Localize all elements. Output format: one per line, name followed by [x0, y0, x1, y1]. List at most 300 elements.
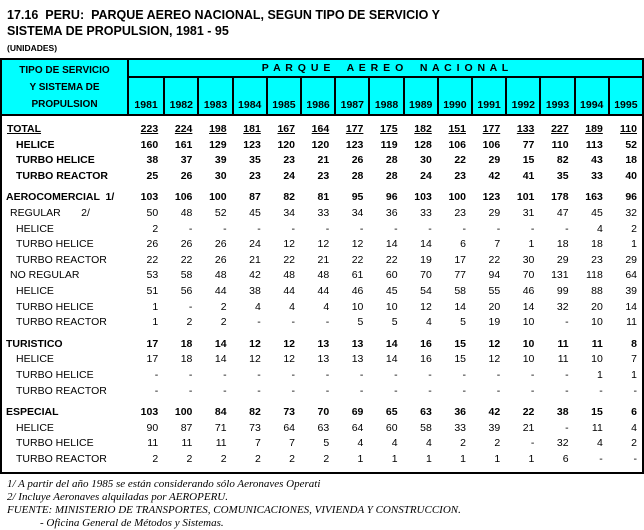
cell-value: 22: [351, 253, 364, 266]
cell-value: 1: [528, 238, 535, 251]
table-row: [2, 368, 642, 384]
table-row: [2, 237, 642, 253]
year-column-header: 1984: [232, 78, 266, 114]
cell-value: 1: [494, 452, 501, 465]
cell-value: -: [359, 368, 364, 381]
cell-value: 20: [591, 300, 603, 313]
cell-value: 14: [214, 353, 227, 366]
cell-value: 58: [420, 421, 432, 434]
cell-value: 22: [146, 253, 159, 266]
cell-value: 129: [209, 138, 227, 151]
cell-value: 24: [420, 169, 432, 182]
cell-value: 12: [249, 353, 261, 366]
year-column-header: 1989: [403, 78, 437, 114]
cell-value: 48: [283, 269, 295, 282]
year-column-header: 1991: [471, 78, 505, 114]
cell-value: 26: [214, 238, 227, 251]
cell-value: 73: [283, 406, 295, 419]
cell-value: -: [565, 368, 569, 381]
cell-value: 1: [596, 368, 603, 381]
cell-value: 14: [385, 353, 398, 366]
cell-value: 4: [357, 437, 364, 450]
footnote-line: - Oficina General de Métodos y Sistemas.: [7, 517, 224, 530]
cell-value: 19: [420, 253, 432, 266]
cell-value: 11: [591, 337, 603, 350]
cell-value: 224: [174, 123, 193, 135]
cell-value: 44: [214, 284, 227, 297]
cell-value: -: [257, 368, 261, 381]
cell-value: -: [394, 384, 398, 397]
cell-value: 14: [454, 300, 466, 313]
row-label: NO REGULAR: [10, 269, 80, 282]
cell-value: 7: [254, 437, 261, 450]
cell-value: 26: [351, 154, 364, 167]
cell-value: 87: [180, 421, 193, 434]
row-label: TOTAL: [7, 123, 42, 135]
cell-value: 5: [357, 316, 364, 329]
cell-value: 77: [454, 269, 466, 282]
cell-value: 36: [454, 406, 466, 419]
year-column-header: 1990: [437, 78, 471, 114]
cell-value: -: [223, 384, 227, 397]
cell-value: 1: [631, 368, 637, 381]
cell-value: 1: [460, 452, 466, 465]
page-title-line1: 17.16 PERU: PARQUE AEREO NACIONAL, SEGUN TIPO DE SERVICIO Y: [7, 8, 440, 22]
table-body: [2, 116, 642, 472]
cell-value: 33: [420, 206, 432, 219]
cell-value: 51: [146, 284, 159, 297]
data-table: [0, 58, 644, 474]
cell-value: 22: [385, 253, 398, 266]
cell-value: 73: [249, 421, 261, 434]
cell-value: 61: [351, 269, 364, 282]
cell-value: 36: [385, 206, 398, 219]
year-column-header: 1985: [266, 78, 300, 114]
cell-value: 95: [351, 191, 364, 204]
table-row: [2, 169, 642, 185]
cell-value: 10: [522, 337, 535, 350]
year-column-header: 1988: [368, 78, 402, 114]
cell-value: 2: [289, 452, 295, 465]
cell-value: 77: [522, 138, 535, 151]
year-column-header: 1994: [574, 78, 608, 114]
cell-value: 30: [420, 154, 432, 167]
cell-value: 161: [174, 138, 193, 151]
cell-value: 47: [556, 206, 569, 219]
cell-value: -: [496, 368, 501, 381]
cell-value: -: [359, 384, 364, 397]
cell-value: 103: [140, 406, 159, 419]
row-label: TURBO HELICE: [16, 154, 95, 167]
title-block: [0, 0, 644, 53]
cell-value: 14: [625, 300, 637, 313]
cell-value: -: [325, 316, 330, 329]
table-row: [2, 190, 642, 206]
cell-value: 113: [585, 138, 603, 151]
year-column-header: 1981: [134, 99, 158, 111]
cell-value: 28: [385, 169, 398, 182]
cell-value: 17: [454, 253, 466, 266]
cell-value: 164: [311, 123, 330, 135]
cell-value: 5: [323, 437, 330, 450]
cell-value: 32: [556, 437, 569, 450]
cell-value: 22: [180, 253, 193, 266]
cell-value: 18: [591, 238, 603, 251]
footnote-line: 1/ A partir del año 1985 se están considerando sólo Aeronaves Operati: [7, 478, 321, 491]
cell-value: 43: [591, 154, 603, 167]
table-row: [2, 405, 642, 421]
row-label: REGULAR 2/: [10, 206, 90, 219]
year-column-header: 1982: [163, 78, 197, 114]
year-column-header: 1987: [334, 78, 368, 114]
cell-value: -: [428, 222, 432, 235]
cell-value: 54: [420, 284, 432, 297]
table-row: [2, 122, 642, 138]
cell-value: -: [530, 368, 535, 381]
table-row: [2, 452, 642, 468]
cell-value: 29: [556, 253, 569, 266]
table-row: [2, 421, 642, 437]
cell-value: 167: [277, 123, 295, 135]
cell-value: 198: [209, 123, 227, 135]
cell-value: 7: [631, 353, 637, 366]
cell-value: 55: [488, 284, 501, 297]
cell-value: 123: [482, 191, 501, 204]
cell-value: 2: [494, 437, 501, 450]
cell-value: 181: [243, 123, 261, 135]
table-span-title: P A R Q U E A E R E O N A C I O N A L: [129, 60, 642, 78]
cell-value: 22: [488, 253, 501, 266]
year-column-header: 1992: [505, 78, 539, 114]
cell-value: 131: [551, 269, 569, 282]
cell-value: 123: [243, 138, 261, 151]
cell-value: 23: [591, 253, 603, 266]
cell-value: 82: [556, 154, 569, 167]
row-label: TURBO HELICE: [16, 238, 94, 251]
cell-value: 34: [351, 206, 364, 219]
cell-value: 11: [181, 437, 193, 450]
cell-value: 29: [488, 154, 501, 167]
cell-value: 48: [214, 269, 227, 282]
cell-value: 87: [249, 191, 261, 204]
cell-value: 18: [556, 238, 569, 251]
cell-value: 178: [551, 191, 569, 204]
cell-value: 118: [586, 269, 603, 282]
cell-value: 100: [209, 191, 227, 204]
cell-value: 96: [625, 191, 637, 204]
cell-value: 227: [551, 123, 569, 135]
cell-value: 11: [147, 437, 159, 450]
cell-value: 23: [283, 154, 295, 167]
row-label: HELICE: [16, 222, 54, 235]
row-label: TURBO REACTOR: [16, 169, 108, 182]
table-row: [2, 268, 642, 284]
footnotes-block: [0, 474, 644, 530]
cell-value: -: [257, 222, 261, 235]
cell-value: -: [633, 452, 637, 465]
table-row: [2, 384, 642, 400]
year-column-header: 1993: [539, 78, 573, 114]
cell-value: 63: [420, 406, 432, 419]
table-row: [2, 284, 642, 300]
cell-value: 45: [591, 206, 603, 219]
cell-value: -: [462, 384, 466, 397]
cell-value: 64: [351, 421, 364, 434]
cell-value: 60: [385, 269, 398, 282]
row-label: TURBO REACTOR: [16, 253, 107, 266]
cell-value: 2: [186, 316, 193, 329]
cell-value: -: [325, 222, 330, 235]
footnote-line: FUENTE: MINISTERIO DE TRANSPORTES, COMUNICACIONES, VIVIENDA Y CONSTRUCCION.: [7, 504, 461, 517]
cell-value: 41: [522, 169, 535, 182]
cell-value: 2: [220, 316, 227, 329]
cell-value: 16: [420, 353, 432, 366]
cell-value: 14: [522, 300, 535, 313]
table-row: [2, 222, 642, 238]
cell-value: 63: [317, 421, 330, 434]
cell-value: 2: [186, 452, 193, 465]
cell-value: 19: [488, 316, 501, 329]
cell-value: 12: [283, 353, 295, 366]
cell-value: 4: [323, 300, 330, 313]
cell-value: 2: [220, 300, 227, 313]
cell-value: 24: [249, 238, 261, 251]
cell-value: 16: [420, 337, 432, 350]
cell-value: 2: [460, 437, 466, 450]
cell-value: 5: [460, 316, 466, 329]
cell-value: 4: [425, 437, 432, 450]
cell-value: 31: [522, 206, 535, 219]
cell-value: 14: [385, 238, 398, 251]
cell-value: 15: [454, 337, 466, 350]
table-row: [2, 253, 642, 269]
cell-value: 22: [454, 154, 466, 167]
cell-value: 35: [249, 154, 261, 167]
row-label: TURBO REACTOR: [16, 384, 107, 397]
cell-value: 1: [391, 452, 398, 465]
cell-value: 2: [631, 437, 637, 450]
cell-value: -: [462, 368, 466, 381]
cell-value: -: [325, 368, 330, 381]
cell-value: -: [257, 384, 261, 397]
row-label: HELICE: [16, 353, 54, 366]
year-column-header: 1983: [197, 78, 231, 114]
table-row: [2, 436, 642, 452]
cell-value: 50: [146, 206, 159, 219]
cell-value: 11: [557, 337, 569, 350]
cell-value: 58: [454, 284, 466, 297]
cell-value: 70: [317, 406, 330, 419]
row-label: AEROCOMERCIAL 1/: [6, 191, 115, 204]
cell-value: 2: [220, 452, 227, 465]
cell-value: 15: [522, 154, 535, 167]
row-header-line1: TIPO DE SERVICIO: [19, 65, 110, 76]
page-title-line2: SISTEMA DE PROPULSION, 1981 - 95: [7, 24, 229, 38]
cell-value: -: [496, 384, 501, 397]
cell-value: 14: [420, 238, 432, 251]
cell-value: 32: [556, 300, 569, 313]
cell-value: 94: [488, 269, 501, 282]
cell-value: 1: [152, 316, 159, 329]
cell-value: 34: [283, 206, 295, 219]
table-row: [2, 300, 642, 316]
cell-value: 25: [146, 169, 159, 182]
cell-value: 101: [516, 191, 535, 204]
table-row: [2, 337, 642, 353]
cell-value: -: [565, 384, 569, 397]
cell-value: 21: [317, 154, 330, 167]
row-header-line3: PROPULSION: [31, 99, 98, 110]
cell-value: -: [188, 384, 193, 397]
cell-value: 21: [317, 253, 330, 266]
cell-value: 39: [625, 284, 637, 297]
cell-value: 2: [631, 222, 637, 235]
cell-value: 22: [283, 253, 295, 266]
cell-value: 2: [254, 452, 261, 465]
cell-value: 17: [146, 353, 159, 366]
cell-value: 28: [351, 169, 364, 182]
cell-value: 182: [414, 123, 432, 135]
cell-value: 52: [625, 138, 637, 151]
cell-value: 4: [425, 316, 432, 329]
cell-value: 177: [345, 123, 364, 135]
cell-value: 99: [556, 284, 569, 297]
cell-value: -: [565, 316, 569, 329]
cell-value: -: [188, 368, 193, 381]
cell-value: 4: [289, 300, 295, 313]
cell-value: 10: [522, 316, 535, 329]
cell-value: 100: [448, 191, 466, 204]
table-row: [2, 138, 642, 154]
cell-value: 1: [528, 452, 535, 465]
cell-value: 2: [152, 222, 159, 235]
cell-value: 28: [385, 154, 398, 167]
cell-value: 11: [591, 421, 603, 434]
cell-value: -: [291, 368, 295, 381]
cell-value: 42: [488, 169, 501, 182]
cell-value: 42: [488, 406, 501, 419]
cell-value: 39: [488, 421, 501, 434]
cell-value: 6: [460, 238, 466, 251]
row-label: HELICE: [16, 284, 54, 297]
cell-value: 38: [556, 406, 569, 419]
cell-value: 223: [140, 123, 159, 135]
cell-value: 18: [625, 154, 637, 167]
cell-value: 45: [385, 284, 398, 297]
cell-value: 106: [174, 191, 193, 204]
cell-value: 14: [214, 337, 227, 350]
cell-value: 32: [625, 206, 637, 219]
cell-value: 10: [591, 353, 603, 366]
cell-value: 14: [385, 337, 398, 350]
cell-value: 53: [146, 269, 159, 282]
row-label: HELICE: [16, 138, 55, 151]
cell-value: 33: [317, 206, 330, 219]
cell-value: 24: [283, 169, 295, 182]
year-column-header: 1986: [300, 78, 334, 114]
cell-value: 30: [214, 169, 227, 182]
cell-value: -: [188, 222, 193, 235]
cell-value: 48: [180, 206, 193, 219]
cell-value: -: [394, 368, 398, 381]
cell-value: 22: [522, 406, 535, 419]
cell-value: 133: [516, 123, 535, 135]
row-label: HELICE: [16, 421, 54, 434]
cell-value: 33: [454, 421, 466, 434]
cell-value: -: [565, 222, 569, 235]
row-header-line2: Y SISTEMA DE: [29, 82, 100, 93]
table-row: [2, 206, 642, 222]
cell-value: 11: [557, 353, 569, 366]
cell-value: 12: [420, 300, 432, 313]
cell-value: -: [154, 368, 159, 381]
cell-value: 15: [454, 353, 466, 366]
cell-value: -: [530, 222, 535, 235]
cell-value: -: [291, 222, 295, 235]
cell-value: 90: [146, 421, 159, 434]
cell-value: 26: [180, 238, 193, 251]
row-label: ESPECIAL: [6, 406, 59, 419]
cell-value: 42: [249, 269, 261, 282]
row-header-title: [2, 60, 129, 114]
row-label: TURBO HELICE: [16, 437, 94, 450]
cell-value: -: [223, 222, 227, 235]
table-row: [2, 352, 642, 368]
cell-value: 96: [385, 191, 398, 204]
cell-value: 7: [494, 238, 501, 251]
cell-value: 23: [249, 169, 261, 182]
cell-value: 12: [283, 238, 295, 251]
cell-value: -: [223, 368, 227, 381]
cell-value: 81: [317, 191, 330, 204]
column-header-area: [129, 60, 642, 114]
cell-value: 11: [626, 316, 637, 329]
cell-value: 7: [289, 437, 295, 450]
cell-value: 65: [385, 406, 398, 419]
cell-value: 82: [249, 406, 261, 419]
cell-value: -: [530, 384, 535, 397]
cell-value: -: [530, 437, 535, 450]
cell-value: 120: [277, 138, 295, 151]
cell-value: 70: [420, 269, 432, 282]
cell-value: 46: [522, 284, 535, 297]
cell-value: 10: [351, 300, 364, 313]
cell-value: -: [257, 316, 261, 329]
cell-value: 103: [414, 191, 432, 204]
cell-value: 35: [556, 169, 569, 182]
cell-value: 151: [448, 123, 466, 135]
cell-value: 6: [562, 452, 569, 465]
cell-value: 1: [357, 452, 364, 465]
cell-value: 163: [585, 191, 603, 204]
cell-value: 33: [591, 169, 603, 182]
cell-value: 1: [631, 238, 637, 251]
cell-value: 2: [152, 452, 159, 465]
cell-value: 37: [180, 154, 193, 167]
cell-value: 60: [385, 421, 398, 434]
row-label: TURBO REACTOR: [16, 316, 107, 329]
cell-value: 177: [482, 123, 501, 135]
table-row: [2, 153, 642, 169]
cell-value: 13: [317, 337, 330, 350]
table-header: [2, 60, 642, 116]
row-label: TURBO REACTOR: [16, 452, 107, 465]
cell-value: 15: [591, 406, 603, 419]
cell-value: 100: [174, 406, 193, 419]
cell-value: 23: [317, 169, 330, 182]
year-column-header: 1995: [608, 78, 642, 114]
cell-value: -: [462, 222, 466, 235]
